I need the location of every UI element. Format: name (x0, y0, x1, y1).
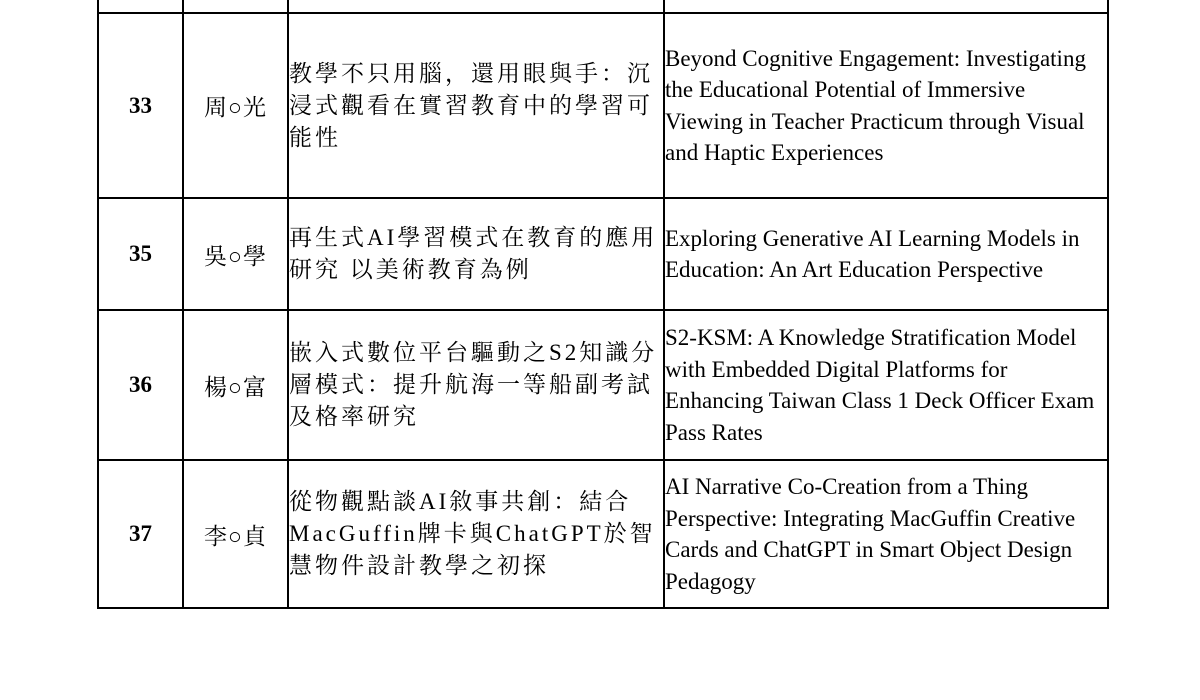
title-english-text: Beyond Cognitive Engagement: Investigating the Educational Potential of Immersive Viewing in Teacher Practicum through Visual and Haptic Experiences (665, 45, 1086, 165)
title-english (664, 198, 1108, 310)
title-chinese (288, 310, 664, 460)
title-chinese (288, 198, 664, 310)
author-name: 周○光 (183, 13, 288, 198)
title-english-text: AI Narrative Co-Creation from a Thing Perspective: Integrating MacGuffin Creative Cards and ChatGPT in Smart Object Design Pedagogy (665, 474, 1076, 594)
row-number: 35 (98, 198, 183, 310)
author-name: 楊○富 (183, 310, 288, 460)
table-row (98, 460, 1108, 608)
title-chinese (288, 460, 664, 608)
title-english (664, 13, 1108, 198)
paper-list-table (97, 0, 1109, 609)
author-name: 李○貞 (183, 460, 288, 608)
title-chinese-text: 教學不只用腦，還用眼與手：沉浸式觀看在實習教育中的學習可能性 (289, 60, 653, 150)
author-name (183, 0, 288, 13)
title-chinese-text: 嵌入式數位平台驅動之S2知識分層模式：提升航海一等船副考試及格率研究 (289, 340, 658, 429)
title-chinese-text: 從物觀點談AI敘事共創：結合MacGuffin牌卡與ChatGPT於智慧物件設計教學之初探 (289, 489, 656, 578)
row-number: 36 (98, 310, 183, 460)
table-row (98, 13, 1108, 198)
title-english (664, 0, 1108, 13)
title-english (664, 460, 1108, 608)
title-english-text: Exploring Generative AI Learning Models in Education: An Art Education Perspective (665, 225, 1080, 282)
row-number (98, 0, 183, 13)
title-english-text: S2-KSM: A Knowledge Stratification Model with Embedded Digital Platforms for Enhancing Taiwan Class 1 Deck Officer Exam Pass Rates (665, 325, 1095, 445)
title-chinese (288, 13, 664, 198)
row-number: 33 (98, 13, 183, 198)
table-row (98, 198, 1108, 310)
title-chinese (288, 0, 664, 13)
author-name: 吳○學 (183, 198, 288, 310)
title-english (664, 310, 1108, 460)
table-row-partial (98, 0, 1108, 13)
table-row (98, 310, 1108, 460)
row-number: 37 (98, 460, 183, 608)
title-chinese-text: 再生式AI學習模式在教育的應用研究 以美術教育為例 (289, 225, 658, 282)
